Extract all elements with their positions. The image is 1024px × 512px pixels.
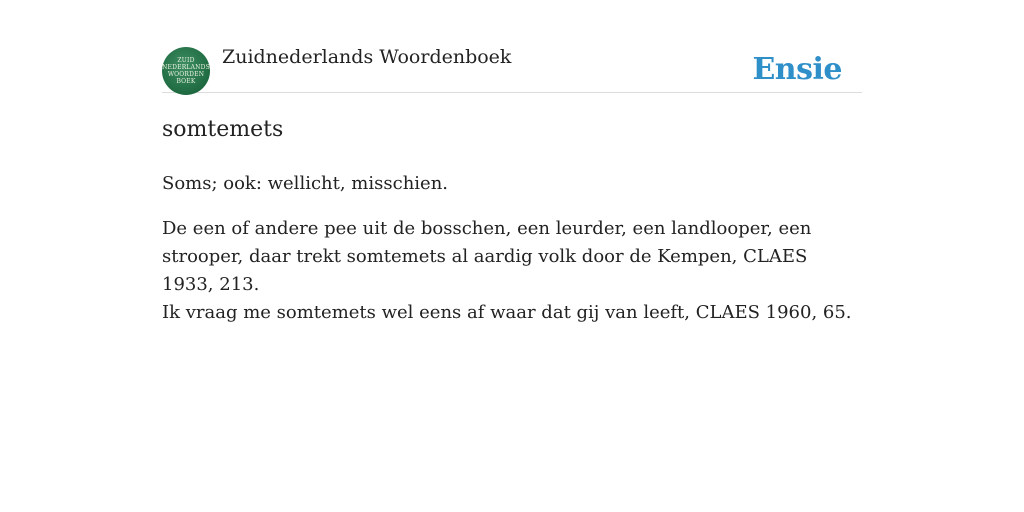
ensie-brand-link[interactable]: Ensie [752, 52, 842, 87]
definition: Soms; ook: wellicht, misschien. [162, 173, 449, 194]
example-quote: De een of andere pee uit de bosschen, een leurder, een landlooper, een strooper, daar trekt somtemets al aardig volk door de Kempen, CLAES 1933, 213. [162, 218, 812, 295]
logo-line: NEDERLANDS [162, 64, 210, 71]
header [162, 0, 862, 93]
logo-line: BOEK [176, 78, 196, 85]
example-quote: Ik vraag me somtemets wel eens af waar dat gij van leeft, CLAES 1960, 65. [162, 302, 852, 323]
page-title: somtemets [162, 117, 284, 142]
dictionary-logo[interactable] [162, 47, 210, 95]
site-title[interactable]: Zuidnederlands Woordenboek [222, 46, 512, 68]
page [162, 0, 862, 323]
logo-line: ZUID [177, 57, 195, 64]
logo-line: WOORDEN [167, 71, 205, 78]
